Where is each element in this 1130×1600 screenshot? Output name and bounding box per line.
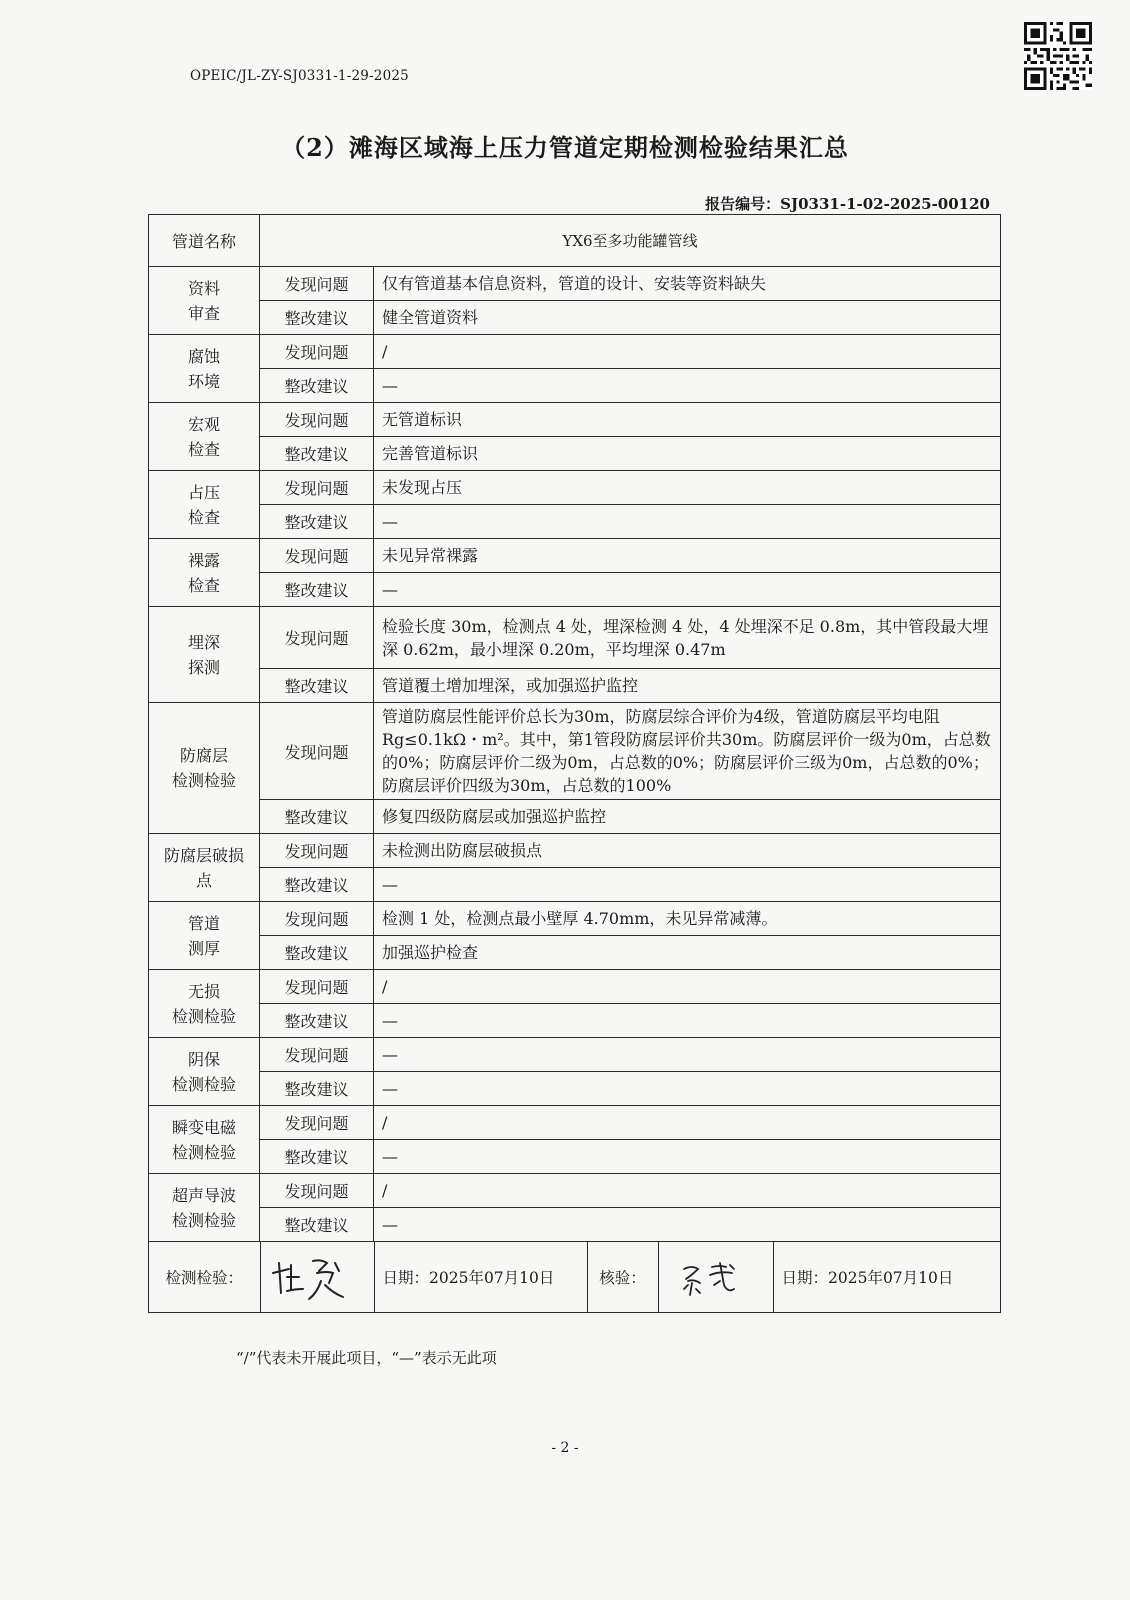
table-row [149,703,1001,800]
row-label: 整改建议 [260,1208,374,1242]
table-row [149,403,1001,437]
row-value: / [374,1174,1001,1208]
category-cell [149,335,260,403]
inspector-label: 检测检验： [165,1269,243,1287]
page-number: - 2 - [551,1440,579,1456]
row-label: 发现问题 [260,1038,374,1072]
row-value: — [374,573,1001,607]
row-value: 未检测出防腐层破损点 [374,834,1001,868]
row-value: — [374,868,1001,902]
reviewer-signature [658,1242,773,1312]
results-table [148,214,1001,1313]
row-label: 发现问题 [260,267,374,301]
category-text: 检测检验 [171,1210,236,1230]
category-cell [149,403,260,471]
category-text: 阴保 [187,1049,220,1069]
row-value: — [374,369,1001,403]
pipeline-name-label: 管道名称 [149,215,260,267]
table-row [149,936,1001,970]
table-row [149,800,1001,834]
category-text: 占压 [187,482,220,502]
category-text: 检测检验 [171,771,236,790]
row-value: 加强巡护检查 [374,936,1001,970]
table-row [149,369,1001,403]
table-row [149,902,1001,936]
category-cell [149,267,260,335]
table-row [149,335,1001,369]
category-text: 埋深 [187,632,220,652]
category-cell [149,902,260,970]
reviewer-label: 核验： [587,1242,658,1312]
row-label: 整改建议 [260,437,374,471]
category-text: 检测检验 [171,1006,236,1026]
category-text: 点 [195,870,212,890]
category-text: 裸露 [187,550,220,570]
table-row [149,1208,1001,1242]
row-label: 整改建议 [260,936,374,970]
row-label: 发现问题 [260,335,374,369]
qr-code-icon [1024,22,1092,90]
table-row [149,1038,1001,1072]
table-row [149,607,1001,669]
category-text: 管道 [187,913,220,933]
page-title: （2）滩海区域海上压力管道定期检测检验结果汇总 [281,133,849,162]
table-row [149,539,1001,573]
footnote: “/”代表未开展此项目，“—”表示无此项 [236,1349,497,1367]
row-value: / [374,1106,1001,1140]
table-row [149,505,1001,539]
row-label: 发现问题 [260,703,374,800]
inspect-date: 日期：2025年07月10日 [374,1242,587,1312]
row-value: / [374,970,1001,1004]
category-text: 审查 [187,303,220,323]
row-label: 整改建议 [260,505,374,539]
signature-row [149,1242,1001,1313]
row-label: 整改建议 [260,573,374,607]
category-cell [149,1174,260,1242]
table-row [149,1140,1001,1174]
category-cell [149,1038,260,1106]
row-value: 无管道标识 [374,403,1001,437]
category-text: 检查 [187,439,220,459]
reviewer-signature-icon [676,1255,756,1299]
document-code: OPEIC/JL-ZY-SJ0331-1-29-2025 [190,68,409,84]
category-text: 检查 [187,507,220,527]
row-value: 完善管道标识 [374,437,1001,471]
row-label: 整改建议 [260,301,374,335]
category-text: 腐蚀 [187,346,220,366]
table-row [149,970,1001,1004]
row-label: 发现问题 [260,607,374,669]
row-value: — [374,1004,1001,1038]
row-value: — [374,1038,1001,1072]
category-text: 防腐层 [179,746,228,765]
row-label: 整改建议 [260,800,374,834]
table-row [149,267,1001,301]
table-row [149,573,1001,607]
row-label: 整改建议 [260,1072,374,1106]
row-label: 发现问题 [260,1174,374,1208]
report-number: 报告编号：SJ0331-1-02-2025-00120 [705,195,990,213]
row-label: 发现问题 [260,970,374,1004]
row-label: 发现问题 [260,539,374,573]
category-text: 检查 [187,575,220,595]
row-label: 发现问题 [260,471,374,505]
row-value: 管道覆土增加埋深，或加强巡护监控 [374,669,1001,703]
inspector-signature [260,1242,374,1312]
row-value: / [374,335,1001,369]
category-cell [149,539,260,607]
row-value: 健全管道资料 [374,301,1001,335]
category-text: 测厚 [187,938,220,958]
category-text: 超声导波 [171,1185,236,1205]
category-cell [149,970,260,1038]
row-value: — [374,1072,1001,1106]
category-cell [149,834,260,902]
row-label: 整改建议 [260,1140,374,1174]
row-label: 整改建议 [260,369,374,403]
category-text: 无损 [187,981,220,1001]
row-value: 未发现占压 [374,471,1001,505]
category-text: 资料 [187,278,220,298]
category-text: 检测检验 [171,1074,236,1094]
category-text: 探测 [187,657,220,677]
row-label: 发现问题 [260,1106,374,1140]
row-value: 修复四级防腐层或加强巡护监控 [374,800,1001,834]
table-row [149,1072,1001,1106]
row-value: 未见异常裸露 [374,539,1001,573]
table-row [149,1106,1001,1140]
row-label: 整改建议 [260,1004,374,1038]
row-value: — [374,1208,1001,1242]
table-row [149,868,1001,902]
row-label: 发现问题 [260,902,374,936]
row-label: 发现问题 [260,834,374,868]
row-value: 管道防腐层性能评价总长为30m，防腐层综合评价为4级，管道防腐层平均电阻Rg≤0.1kΩ・m²。其中，第1管段防腐层评价共30m。防腐层评价一级为0m，占总数的0%；防腐层评价二级为0m，占总数的0%；防腐层评价三级为0m，占总数的0%；防腐层评价四级为30m，占总数的100% [374,703,1001,800]
category-cell [149,607,260,703]
category-text: 宏观 [187,414,220,434]
category-text: 环境 [187,371,220,391]
row-value: — [374,505,1001,539]
table-row [149,471,1001,505]
category-cell [149,703,260,834]
pipeline-name-value: YX6至多功能罐管线 [260,215,1001,267]
row-value: 检验长度 30m，检测点 4 处，埋深检测 4 处，4 处埋深不足 0.8m，其中管段最大埋深 0.62m，最小埋深 0.20m，平均埋深 0.47m [374,607,1001,669]
inspector-signature-icon [269,1249,365,1305]
table-row [149,1174,1001,1208]
category-text: 防腐层破损 [163,845,244,865]
table-row [149,437,1001,471]
category-text: 瞬变电磁 [171,1117,236,1137]
row-value: 检测 1 处，检测点最小壁厚 4.70mm，未见异常减薄。 [374,902,1001,936]
review-date: 日期：2025年07月10日 [773,1242,1001,1312]
category-text: 检测检验 [171,1142,236,1162]
table-row [149,301,1001,335]
category-cell [149,1106,260,1174]
row-value: 仅有管道基本信息资料，管道的设计、安装等资料缺失 [374,267,1001,301]
table-row [149,834,1001,868]
row-label: 发现问题 [260,403,374,437]
row-label: 整改建议 [260,868,374,902]
table-row [149,669,1001,703]
pipeline-name-row [149,215,1001,267]
table-row [149,1004,1001,1038]
row-label: 整改建议 [260,669,374,703]
category-cell [149,471,260,539]
row-value: — [374,1140,1001,1174]
